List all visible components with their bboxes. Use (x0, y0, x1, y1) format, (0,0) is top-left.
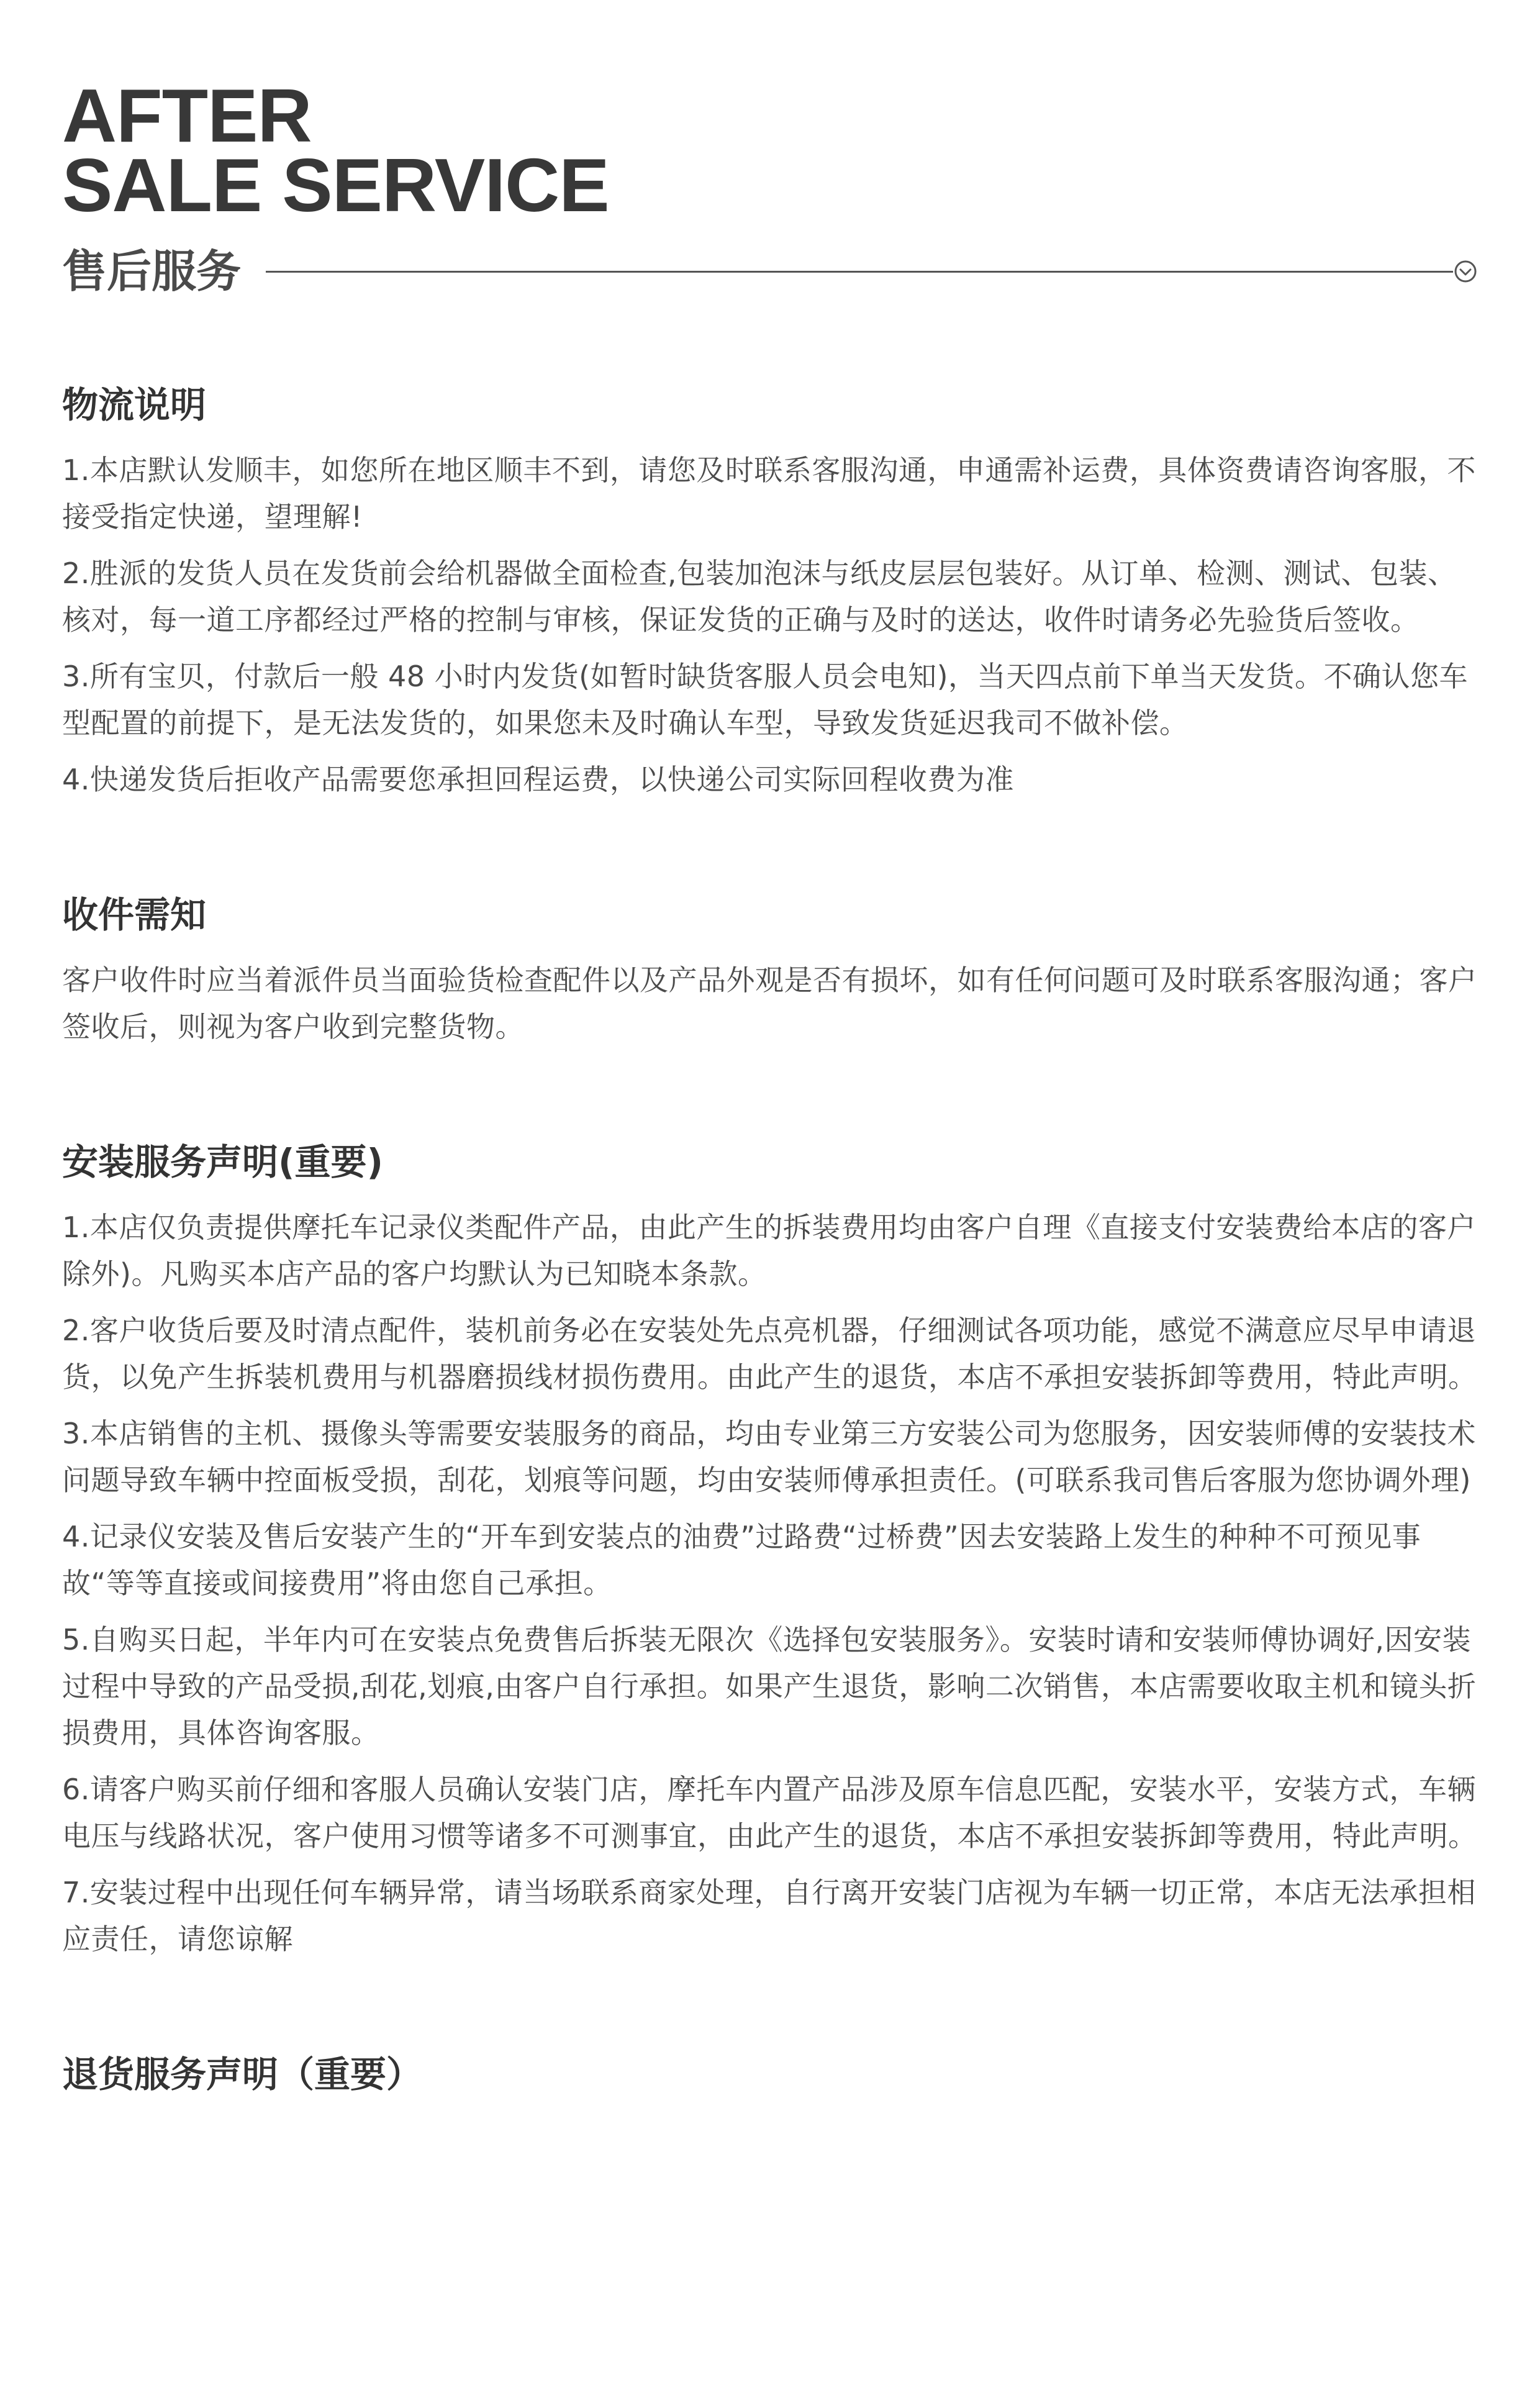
section-return (62, 2050, 1478, 2099)
hero-title-line2: SALE SERVICE (62, 143, 609, 227)
paragraph: 7.安装过程中出现任何车辆异常，请当场联系商家处理，自行离开安装门店视为车辆一切正常，本店无法承担相应责任，请您谅解 (62, 1876, 1476, 1956)
paragraph: 4.记录仪安装及售后安装产生的“开车到安装点的油费”过路费“过桥费”因去安装路上发生的种种不可预见事故“等等直接或间接费用”将由您自己承担。 (62, 1520, 1421, 1600)
paragraph: 1.本店仅负责提供摩托车记录仪类配件产品，由此产生的拆装费用均由客户自理《直接支付安装费给本店的客户除外)。凡购买本店产品的客户均默认为已知晓本条款。 (62, 1211, 1476, 1291)
section-receipt (62, 890, 1478, 1050)
section-install (62, 1137, 1478, 1963)
section-title: 物流说明 (62, 384, 207, 426)
page-subtitle: 售后服务 (62, 245, 242, 298)
section-title: 退货服务声明（重要） (62, 2053, 423, 2096)
header-rule (266, 271, 1453, 273)
hero-title-line1: AFTER (62, 73, 312, 158)
paragraph: 客户收件时应当着派件员当面验货检查配件以及产品外观是否有损坏，如有任何问题可及时联系客服沟通；客户签收后，则视为客户收到完整货物。 (62, 963, 1477, 1043)
paragraph: 3.所有宝贝，付款后一般 48 小时内发货(如暂时缺货客服人员会电知)，当天四点前下单当天发货。不确认您车型配置的前提下，是无法发货的，如果您未及时确认车型，导致发货延迟我司不做补偿。 (62, 660, 1469, 740)
after-sale-page (62, 73, 1478, 2099)
paragraph: 1.本店默认发顺丰，如您所在地区顺丰不到，请您及时联系客服沟通，申通需补运费，具体资费请咨询客服，不接受指定快递，望理解! (62, 453, 1476, 534)
paragraph: 5.自购买日起，半年内可在安装点免费售后拆装无限次《选择包安装服务》。安装时请和安装师傅协调好,因安装过程中导致的产品受损,刮花,划痕,由客户自行承担。如果产生退货，影响二次销售，本店需要收取主机和镜头折损费用，具体咨询客服。 (62, 1623, 1477, 1750)
paragraph: 2.胜派的发货人员在发货前会给机器做全面检查,包装加泡沫与纸皮层层包装好。从订单、检测、测试、包装、核对，每一道工序都经过严格的控制与审核，保证发货的正确与及时的送达，收件时请务必先验货后签收。 (62, 556, 1457, 637)
paragraph: 6.请客户购买前仔细和客服人员确认安装门店，摩托车内置产品涉及原车信息匹配，安装水平，安装方式，车辆电压与线路状况，客户使用习惯等诸多不可测事宜，由此产生的退货，本店不承担安装拆卸等费用，特此声明。 (62, 1773, 1477, 1853)
subtitle-row (62, 243, 1478, 299)
paragraph: 4.快递发货后拒收产品需要您承担回程运费，以快递公司实际回程收费为准 (62, 763, 1014, 796)
section-logistics (62, 380, 1478, 803)
chevron-circle-icon (1453, 259, 1478, 284)
hero-title (62, 73, 1478, 227)
paragraph: 3.本店销售的主机、摄像头等需要安装服务的商品，均由专业第三方安装公司为您服务，因安装师傅的安装技术问题导致车辆中控面板受损，刮花，划痕等问题，均由安装师傅承担责任。(可联系我司售后客服为您协调外理) (62, 1417, 1476, 1497)
paragraph: 2.客户收货后要及时清点配件，装机前务必在安装处先点亮机器，仔细测试各项功能，感觉不满意应尽早申请退货，以免产生拆装机费用与机器磨损线材损伤费用。由此产生的退货，本店不承担安装拆卸等费用，特此声明。 (62, 1314, 1477, 1394)
section-title: 安装服务声明(重要) (62, 1141, 384, 1183)
section-title: 收件需知 (62, 894, 207, 936)
